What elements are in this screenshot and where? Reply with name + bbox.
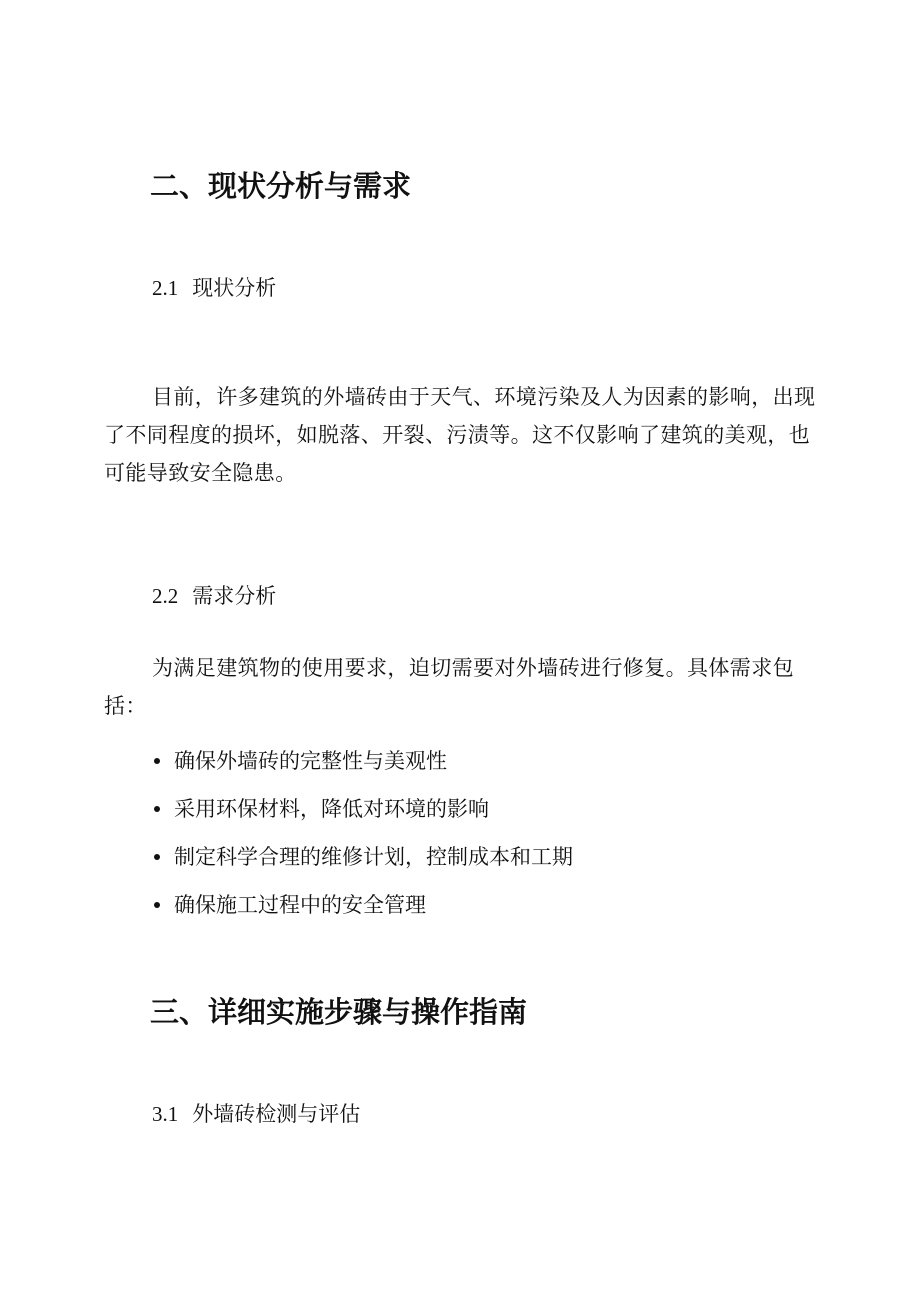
list-item: 制定科学合理的维修计划，控制成本和工期 xyxy=(152,836,573,884)
subsection-heading-3-1 xyxy=(152,1104,360,1125)
paragraph-requirements: 为满足建筑物的使用要求，迫切需要对外墙砖进行修复。具体需求包括： xyxy=(104,656,794,718)
bullet-icon xyxy=(154,854,160,860)
paragraph-current-status: 目前，许多建筑的外墙砖由于天气、环境污染及人为因素的影响，出现了不同程度的损坏，如脱落、开裂、污渍等。这不仅影响了建筑的美观，也可能导致安全隐患。 xyxy=(104,385,816,485)
bullet-icon xyxy=(154,806,160,812)
subsection-number: 3.1 xyxy=(152,1102,179,1126)
subsection-number: 2.2 xyxy=(152,584,179,608)
subsection-number: 2.1 xyxy=(152,276,179,300)
list-item: 采用环保材料，降低对环境的影响 xyxy=(152,788,573,836)
subsection-title: 外墙砖检测与评估 xyxy=(192,1102,361,1126)
bullet-icon xyxy=(154,758,160,764)
section-heading-2: 二、现状分析与需求 xyxy=(150,169,412,203)
subsection-title: 现状分析 xyxy=(192,276,277,300)
subsection-heading-2-1 xyxy=(152,278,276,299)
subsection-title: 需求分析 xyxy=(192,584,277,608)
requirements-list xyxy=(152,740,573,932)
list-item: 确保外墙砖的完整性与美观性 xyxy=(152,740,573,788)
subsection-heading-2-2 xyxy=(152,586,276,607)
section-heading-3: 三、详细实施步骤与操作指南 xyxy=(150,995,528,1029)
list-item: 确保施工过程中的安全管理 xyxy=(152,884,573,932)
bullet-icon xyxy=(154,902,160,908)
